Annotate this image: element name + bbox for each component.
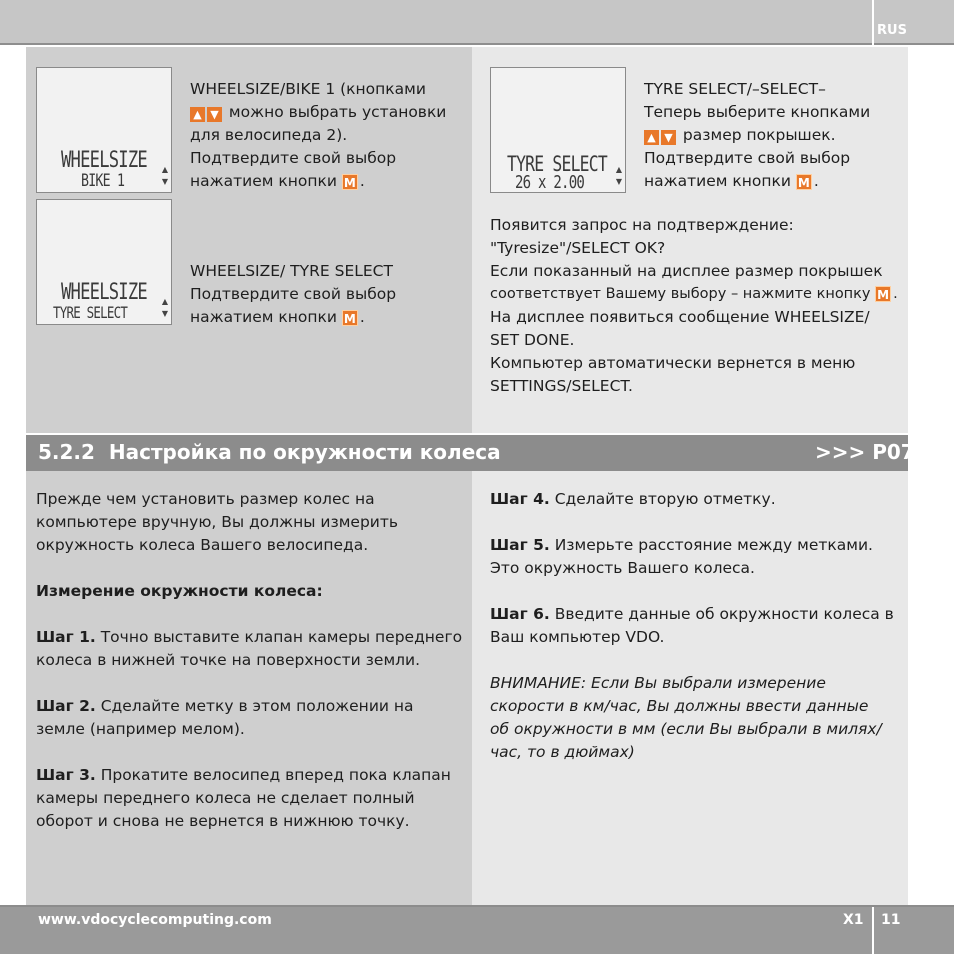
down-arrow-icon: ▼: [161, 309, 168, 318]
up-arrow-icon: ▲: [161, 297, 168, 306]
footer-separator: [872, 907, 874, 954]
language-label: RUS: [877, 23, 907, 38]
text-span: можно выбрать установки: [224, 103, 447, 121]
text-line: SET DONE.: [490, 331, 575, 349]
text-line: [644, 124, 906, 147]
text-line: [36, 626, 466, 649]
note-line: об окружности в мм (если Вы выбрали в милях/: [490, 720, 882, 738]
text-span: соответствует Вашему выбору – нажмите кнопку: [490, 286, 876, 302]
text-line: На дисплее появиться сообщение WHEELSIZE/: [490, 308, 870, 326]
down-arrow-icon: ▼: [161, 177, 168, 186]
wheelsize-tyre-instructions: [190, 260, 470, 329]
step-label: Шаг 6.: [490, 605, 550, 623]
text-line: [490, 283, 908, 306]
text-span: .: [813, 172, 819, 190]
note-line: ВНИМАНИЕ: Если Вы выбрали измерение: [490, 674, 826, 692]
footer-website-link[interactable]: www.vdocyclecomputing.com: [38, 912, 272, 928]
text-line: окружность колеса Вашего велосипеда.: [36, 536, 369, 554]
m-button-icon: M: [796, 174, 812, 190]
up-button-icon: ▲: [644, 130, 659, 145]
text-line: [490, 534, 908, 557]
up-arrow-icon: ▲: [161, 165, 168, 174]
heading-text: Измерение окружности колеса:: [36, 582, 323, 600]
up-button-icon: ▲: [190, 107, 205, 122]
screen-arrows: [616, 164, 622, 188]
spacer: [36, 603, 466, 626]
screen-line-2: BIKE 1: [81, 171, 125, 191]
note-line: скорости в км/час, Вы должны ввести данные: [490, 697, 869, 715]
m-button-icon: M: [342, 310, 358, 326]
step-label: Шаг 2.: [36, 697, 96, 715]
measurement-heading: [36, 580, 466, 603]
m-button-icon: M: [342, 174, 358, 190]
footer-model: X1: [843, 912, 864, 928]
text-span: .: [359, 308, 365, 326]
text-span: .: [359, 172, 365, 190]
text-span: .: [893, 286, 898, 302]
text-span: Введите данные об окружности колеса в: [549, 605, 894, 623]
text-line: камеры переднего колеса не сделает полный: [36, 789, 415, 807]
confirmation-instructions: [490, 214, 908, 398]
down-arrow-icon: ▼: [615, 177, 622, 186]
text-line: [190, 101, 470, 124]
wheelsize-bike-instructions: [190, 78, 470, 193]
text-line: Компьютер автоматически вернется в меню: [490, 354, 856, 372]
spacer: [36, 672, 466, 695]
up-arrow-icon: ▲: [615, 165, 622, 174]
screen-arrows: [162, 164, 168, 188]
text-line: [36, 764, 466, 787]
text-line: Теперь выберите кнопками: [644, 103, 871, 121]
text-span: нажатием кнопки: [190, 308, 342, 326]
text-line: [36, 695, 466, 718]
text-line: колеса в нижней точке на поверхности земли.: [36, 651, 421, 669]
note-line: час, то в дюймах): [490, 743, 635, 761]
m-button-icon: M: [875, 286, 891, 302]
measurement-steps-right: [490, 488, 908, 764]
section-code: >>> P07: [815, 440, 915, 464]
text-line: SETTINGS/SELECT.: [490, 377, 633, 395]
spacer: [36, 741, 466, 764]
text-line: для велосипеда 2).: [190, 126, 348, 144]
device-screen-tyre-select: [490, 67, 626, 193]
screen-line-2: 26 x 2.00: [515, 172, 585, 193]
text-line: оборот и снова не вернется в нижнюю точку.: [36, 812, 410, 830]
text-line: [190, 306, 470, 329]
device-screen-wheelsize-bike: [36, 67, 172, 193]
step-label: Шаг 1.: [36, 628, 96, 646]
text-line: компьютере вручную, Вы должны измерить: [36, 513, 399, 531]
text-line: Подтвердите свой выбор: [644, 149, 851, 167]
page-number: 11: [881, 912, 901, 928]
text-line: Ваш компьютер VDO.: [490, 628, 665, 646]
text-span: Сделайте метку в этом положении на: [95, 697, 414, 715]
text-line: Появится запрос на подтверждение:: [490, 216, 794, 234]
text-span: нажатием кнопки: [644, 172, 796, 190]
text-line: Прежде чем установить размер колес на: [36, 490, 375, 508]
down-button-icon: ▼: [661, 130, 676, 145]
text-line: WHEELSIZE/ TYRE SELECT: [190, 262, 393, 280]
text-line: [190, 170, 470, 193]
text-line: "Tyresize"/SELECT OK?: [490, 239, 666, 257]
text-line: [490, 488, 908, 511]
screen-line-1: TYRE SELECT: [507, 152, 607, 176]
text-span: Измерьте расстояние между метками.: [549, 536, 873, 554]
text-line: Подтвердите свой выбор: [190, 149, 397, 167]
step-label: Шаг 4.: [490, 490, 550, 508]
screen-arrows: [162, 296, 168, 320]
text-span: Сделайте вторую отметку.: [549, 490, 776, 508]
text-line: [490, 603, 908, 626]
text-line: WHEELSIZE/BIKE 1 (кнопками: [190, 80, 426, 98]
screen-line-2: TYRE SELECT: [53, 303, 128, 322]
text-span: нажатием кнопки: [190, 172, 342, 190]
tyre-select-instructions: [644, 78, 906, 193]
spacer: [490, 649, 908, 672]
text-line: Если показанный на дисплее размер покрышек: [490, 262, 883, 280]
step-label: Шаг 3.: [36, 766, 96, 784]
text-line: земле (например мелом).: [36, 720, 245, 738]
spacer: [490, 580, 908, 603]
text-line: Подтвердите свой выбор: [190, 285, 397, 303]
header-divider: [872, 0, 874, 45]
text-line: Это окружность Вашего колеса.: [490, 559, 755, 577]
spacer: [490, 511, 908, 534]
device-screen-wheelsize-tyre: [36, 199, 172, 325]
measurement-steps-left: [36, 488, 466, 833]
screen-line-1: WHEELSIZE: [61, 280, 147, 305]
step-label: Шаг 5.: [490, 536, 550, 554]
section-title: 5.2.2 Настройка по окружности колеса: [38, 440, 501, 464]
text-span: Точно выставите клапан камеры переднего: [95, 628, 463, 646]
text-span: размер покрышек.: [678, 126, 836, 144]
spacer: [36, 557, 466, 580]
screen-line-1: WHEELSIZE: [61, 148, 147, 173]
text-span: Прокатите велосипед вперед пока клапан: [95, 766, 451, 784]
text-line: TYRE SELECT/–SELECT–: [644, 80, 826, 98]
text-line: [644, 170, 906, 193]
header-bar: [0, 0, 954, 45]
down-button-icon: ▼: [207, 107, 222, 122]
